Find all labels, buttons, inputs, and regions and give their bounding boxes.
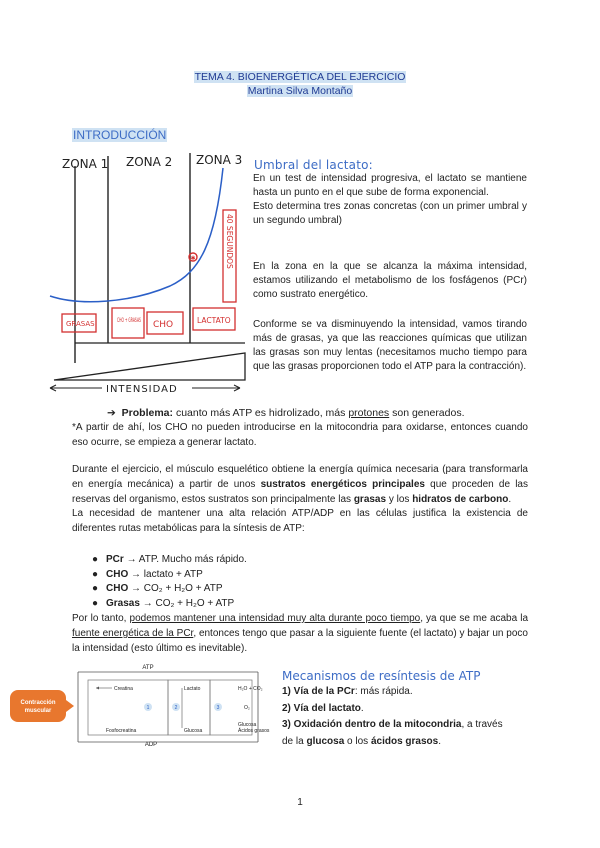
meca-3-bold: 3) Oxidación dentro de la mitocondria: [282, 719, 462, 730]
meca-4-c: o los: [347, 735, 369, 747]
problema-note: [72, 421, 528, 451]
lactato-label: Lactato: [184, 686, 201, 692]
lactate-curve: [50, 168, 223, 302]
box-cho-grasas-label: CHO + GRASAS: [117, 317, 142, 324]
problema-text-a: cuanto más ATP es hidrolizado, más: [175, 407, 346, 419]
meca-1-bold: 1) Vía de la PCr: [282, 686, 355, 697]
conclusion-e: , entonces tengo que pasar a la siguiente fuente (el lactato) y bajar un poco la intensidad (esto último es inevitable).: [72, 627, 528, 654]
contraccion-badge: [10, 690, 66, 722]
problema-line: [107, 407, 465, 419]
h2o-co2-label: H₂O + CO₂: [238, 686, 263, 692]
umbral-p2: Esto determina tres zonas concretas (con un primer umbral y un segundo umbral): [253, 201, 527, 226]
zone-label-3: ZONA 3: [196, 153, 243, 167]
ejercicio-c: que proceden de las reservas del organismo, estos sustratos son principalmente las: [72, 478, 528, 505]
meca-2-bold: 2) Vía del lactato: [282, 702, 361, 714]
bullet-text: → CO₂ + H₂O + ATP: [142, 597, 235, 609]
ejercicio-b: sustratos energéticos principales: [260, 478, 425, 490]
meca-4-d: ácidos grasos: [370, 735, 439, 747]
meca-4-b: glucosa: [306, 735, 345, 747]
glucosa-acidos-2: Ácidos grasos: [238, 728, 270, 734]
bullet-text: → ATP. Mucho más rápido.: [126, 554, 247, 565]
bullet-text: → CO₂ + H₂O + ATP: [131, 583, 223, 594]
atp-label: ATP: [142, 665, 154, 671]
bullet-name: CHO: [106, 568, 129, 580]
necesidad-text: La necesidad de mantener una alta relación ATP/ADP en las células justifica la existencia de diferentes rutas metabólicas para la síntesis de ATP:: [72, 508, 528, 535]
adp-label: ADP: [144, 742, 158, 748]
vertical-box-label: 40 SEGUNDOS: [225, 214, 234, 269]
list-item: [282, 701, 532, 718]
list-item: [282, 734, 532, 751]
intensity-wedge: [54, 353, 245, 380]
umbral-p4: Conforme se va disminuyendo la intensidad, vamos tirando más de grasas, ya que las reacciones químicas que utilizan las grasas son muy lentas (necesitamos mucho tiempo para que las grasas proporcionen todo el ATP para la contracción).: [253, 319, 527, 372]
umbral-paragraph-3: [253, 260, 527, 302]
ejercicio-a: Durante el ejercicio, el músculo esquelético obtiene la energía química necesaria (para transformarla en energía mecánica) a partir de unos: [72, 464, 528, 490]
box-cho-label: CHO: [153, 320, 174, 330]
meca-3-rest: , a través: [461, 719, 503, 730]
list-item: [282, 717, 532, 734]
glucosa-acidos-1: Glucosa: [238, 722, 257, 728]
ruta-list: [92, 553, 247, 611]
conclusion-c: , ya que se me acaba la: [420, 613, 529, 624]
bullet-name: PCr: [106, 554, 124, 565]
meca-4-e: .: [438, 735, 441, 747]
num-2: 2: [174, 705, 178, 711]
conclusion-d: fuente energética de la PCr: [72, 627, 194, 639]
conclusion-b: podemos mantener una intensidad muy alta durante poco tiempo: [129, 613, 421, 624]
meca-1-rest: : más rápida.: [354, 686, 413, 697]
zone-label-1: ZONA 1: [62, 157, 109, 171]
mecanismos-list: [282, 684, 532, 750]
bullet-name: Grasas: [106, 597, 140, 609]
box-grasas-label: GRASAS: [66, 320, 95, 328]
bullet-name: CHO: [106, 583, 129, 594]
problema-arrow: ➔: [107, 407, 116, 419]
ejercicio-paragraph: [72, 463, 528, 537]
meca-2-rest: .: [360, 702, 364, 714]
umbral-heading: Umbral del lactato:: [254, 158, 373, 172]
o2-label: O₂: [244, 705, 250, 711]
atp-resynthesis-diagram: [8, 660, 276, 752]
box-lactato-label: LACTATO: [197, 316, 231, 325]
problema-label: Problema:: [121, 407, 174, 419]
title-text: TEMA 4. BIOENERGÉTICA DEL EJERCICIO: [194, 71, 406, 83]
problema-text-b: son generados.: [392, 407, 465, 419]
author-name: Martina Silva Montaño: [247, 85, 353, 97]
fosfocreatina-label: Fosfocreatina: [106, 728, 137, 734]
umbral-paragraph-1: [253, 172, 527, 228]
badge-arrow: [66, 700, 74, 712]
ejercicio-f: hidratos de carbono: [412, 493, 509, 505]
num-3: 3: [216, 705, 220, 711]
document-title: [0, 70, 600, 98]
bullet-text: → lactato + ATP: [131, 568, 203, 580]
section-heading-intro: INTRODUCCIÓN: [73, 128, 167, 142]
glucosa-label: Glucosa: [184, 728, 203, 734]
umbral-p1: En un test de intensidad progresiva, el lactato se mantiene hasta un punto en el que sube de forma exponencial.: [253, 173, 527, 198]
list-item: ● PCr → ATP. Mucho más rápido.: [92, 554, 247, 565]
badge-text: Contracción muscular: [20, 700, 56, 714]
num-1: 1: [146, 705, 150, 711]
ejercicio-e: y los: [388, 493, 410, 505]
meca-4-a: de la: [282, 735, 304, 747]
list-item: [282, 684, 532, 701]
ejercicio-d: grasas: [353, 493, 387, 505]
zone-label-2: ZONA 2: [126, 155, 173, 169]
page-number: 1: [297, 797, 303, 808]
conclusion-paragraph: [72, 612, 528, 656]
mecanismos-heading: Mecanismos de resíntesis de ATP: [282, 669, 481, 683]
lactate-threshold-figure: [40, 148, 250, 396]
problema-note-text: *A partir de ahí, los CHO no pueden introducirse en la mitocondria para oxidarse, entonces cuando eso ocurre, se empieza a generar lactato.: [72, 422, 528, 448]
ejercicio-g: .: [508, 493, 512, 505]
list-item: ● CHO → CO₂ + H₂O + ATP: [92, 583, 223, 594]
threshold-marker-star: ✱: [190, 256, 196, 262]
list-item: ● CHO → lactato + ATP: [92, 568, 203, 580]
conclusion-a: Por lo tanto,: [72, 613, 127, 624]
umbral-p3: En la zona en la que se alcanza la máxima intensidad, estamos utilizando el metabolismo de los fosfágenos (PCr) como sustrato energético.: [253, 261, 527, 300]
intensity-label: INTENSIDAD: [106, 384, 178, 395]
creatina-label: Creatina: [114, 686, 133, 692]
problema-protones: protones: [348, 407, 390, 419]
list-item: ● Grasas → CO₂ + H₂O + ATP: [92, 597, 235, 609]
umbral-paragraph-4: [253, 318, 527, 374]
